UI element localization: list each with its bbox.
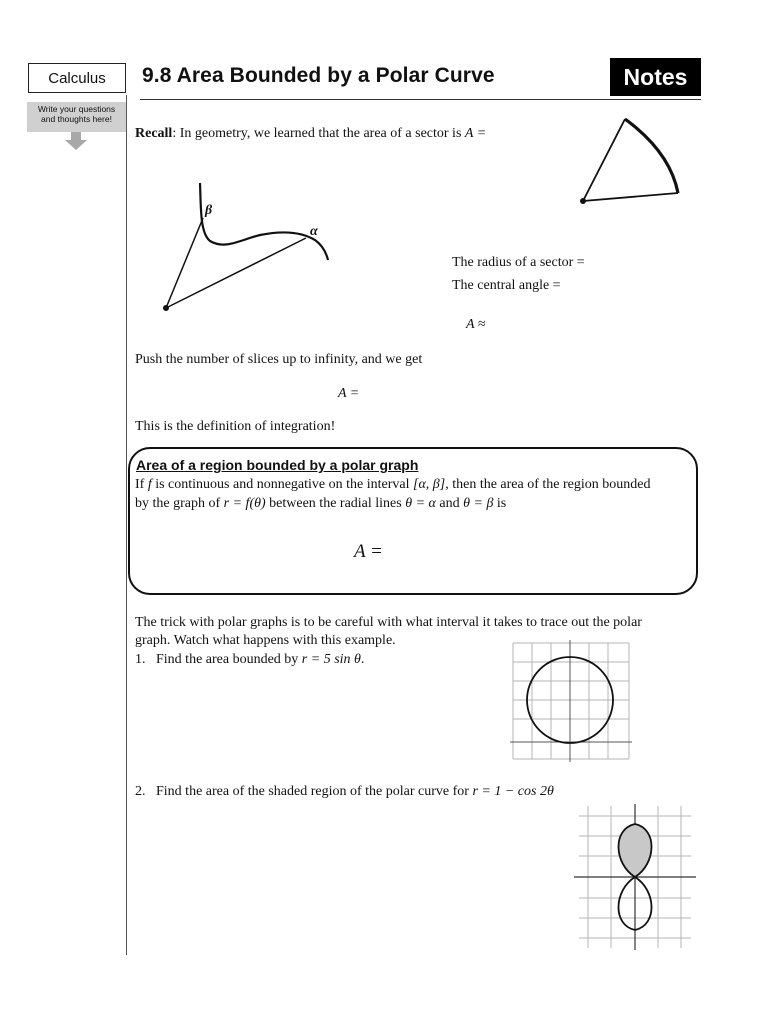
theorem-line-1	[135, 477, 650, 493]
recall-formula: A =	[464, 126, 487, 141]
recall-text: : In geometry, we learned that the area of a sector is	[172, 126, 465, 141]
limit-formula: A =	[338, 386, 360, 401]
problem-equation: r = 1 − cos 2θ	[472, 784, 554, 799]
problem-number: 2.	[135, 784, 146, 799]
page-title: 9.8 Area Bounded by a Polar Curve	[142, 64, 495, 87]
notes-badge: Notes	[610, 58, 701, 96]
theorem-formula: A =	[354, 541, 383, 562]
header-divider	[140, 99, 701, 100]
margin-note	[27, 104, 126, 124]
alpha-label: α	[310, 224, 318, 239]
theorem-text: If	[135, 477, 148, 492]
margin-divider	[126, 95, 127, 955]
theorem-text: and	[435, 496, 464, 511]
polar-region-figure	[150, 178, 340, 318]
problem-1	[135, 652, 364, 668]
margin-note-line-2: and thoughts here!	[41, 114, 112, 124]
theorem-interval: [α, β]	[413, 477, 446, 492]
trick-line-1: The trick with polar graphs is to be careful with what interval it takes to trace out the polar	[135, 615, 642, 630]
problem-suffix: .	[360, 652, 365, 667]
area-approx: A ≈	[466, 317, 486, 332]
limit-text: Push the number of slices up to infinity, and we get	[135, 352, 423, 367]
margin-note-line-1: Write your questions	[37, 104, 116, 114]
recall-label: Recall	[135, 126, 173, 141]
theorem-text: , then the area of the region bounded	[445, 477, 651, 492]
beta-label: β	[205, 203, 213, 218]
theorem-f: f	[147, 477, 152, 492]
radius-question: The radius of a sector =	[452, 255, 585, 270]
theorem-text: between the radial lines	[265, 496, 406, 511]
definition-text: This is the definition of integration!	[135, 419, 336, 434]
theorem-equation: θ = β	[463, 496, 494, 511]
theorem-line-2	[135, 496, 506, 512]
sector-figure	[570, 112, 690, 212]
course-label: Calculus	[28, 63, 126, 93]
theorem-equation: θ = α	[405, 496, 436, 511]
theorem-title: Area of a region bounded by a polar graph	[136, 457, 419, 473]
problem-text: Find the area of the shaded region of the polar curve for	[156, 784, 473, 799]
problem-equation: r = 5 sin θ	[301, 652, 361, 667]
theorem-equation: r = f(θ)	[223, 496, 266, 511]
theorem-text: is continuous and nonnegative on the interval	[151, 477, 413, 492]
down-arrow-icon	[64, 132, 88, 152]
problem-2	[135, 784, 554, 800]
trick-line-2: graph. Watch what happens with this example.	[135, 633, 396, 648]
problem-number: 1.	[135, 652, 146, 667]
problem-2-graph	[574, 804, 696, 950]
problem-text: Find the area bounded by	[156, 652, 302, 667]
theorem-text: is	[493, 496, 507, 511]
theorem-text: by the graph of	[135, 496, 224, 511]
problem-1-graph	[508, 638, 634, 764]
angle-question: The central angle =	[452, 278, 561, 293]
recall-line	[135, 126, 486, 142]
